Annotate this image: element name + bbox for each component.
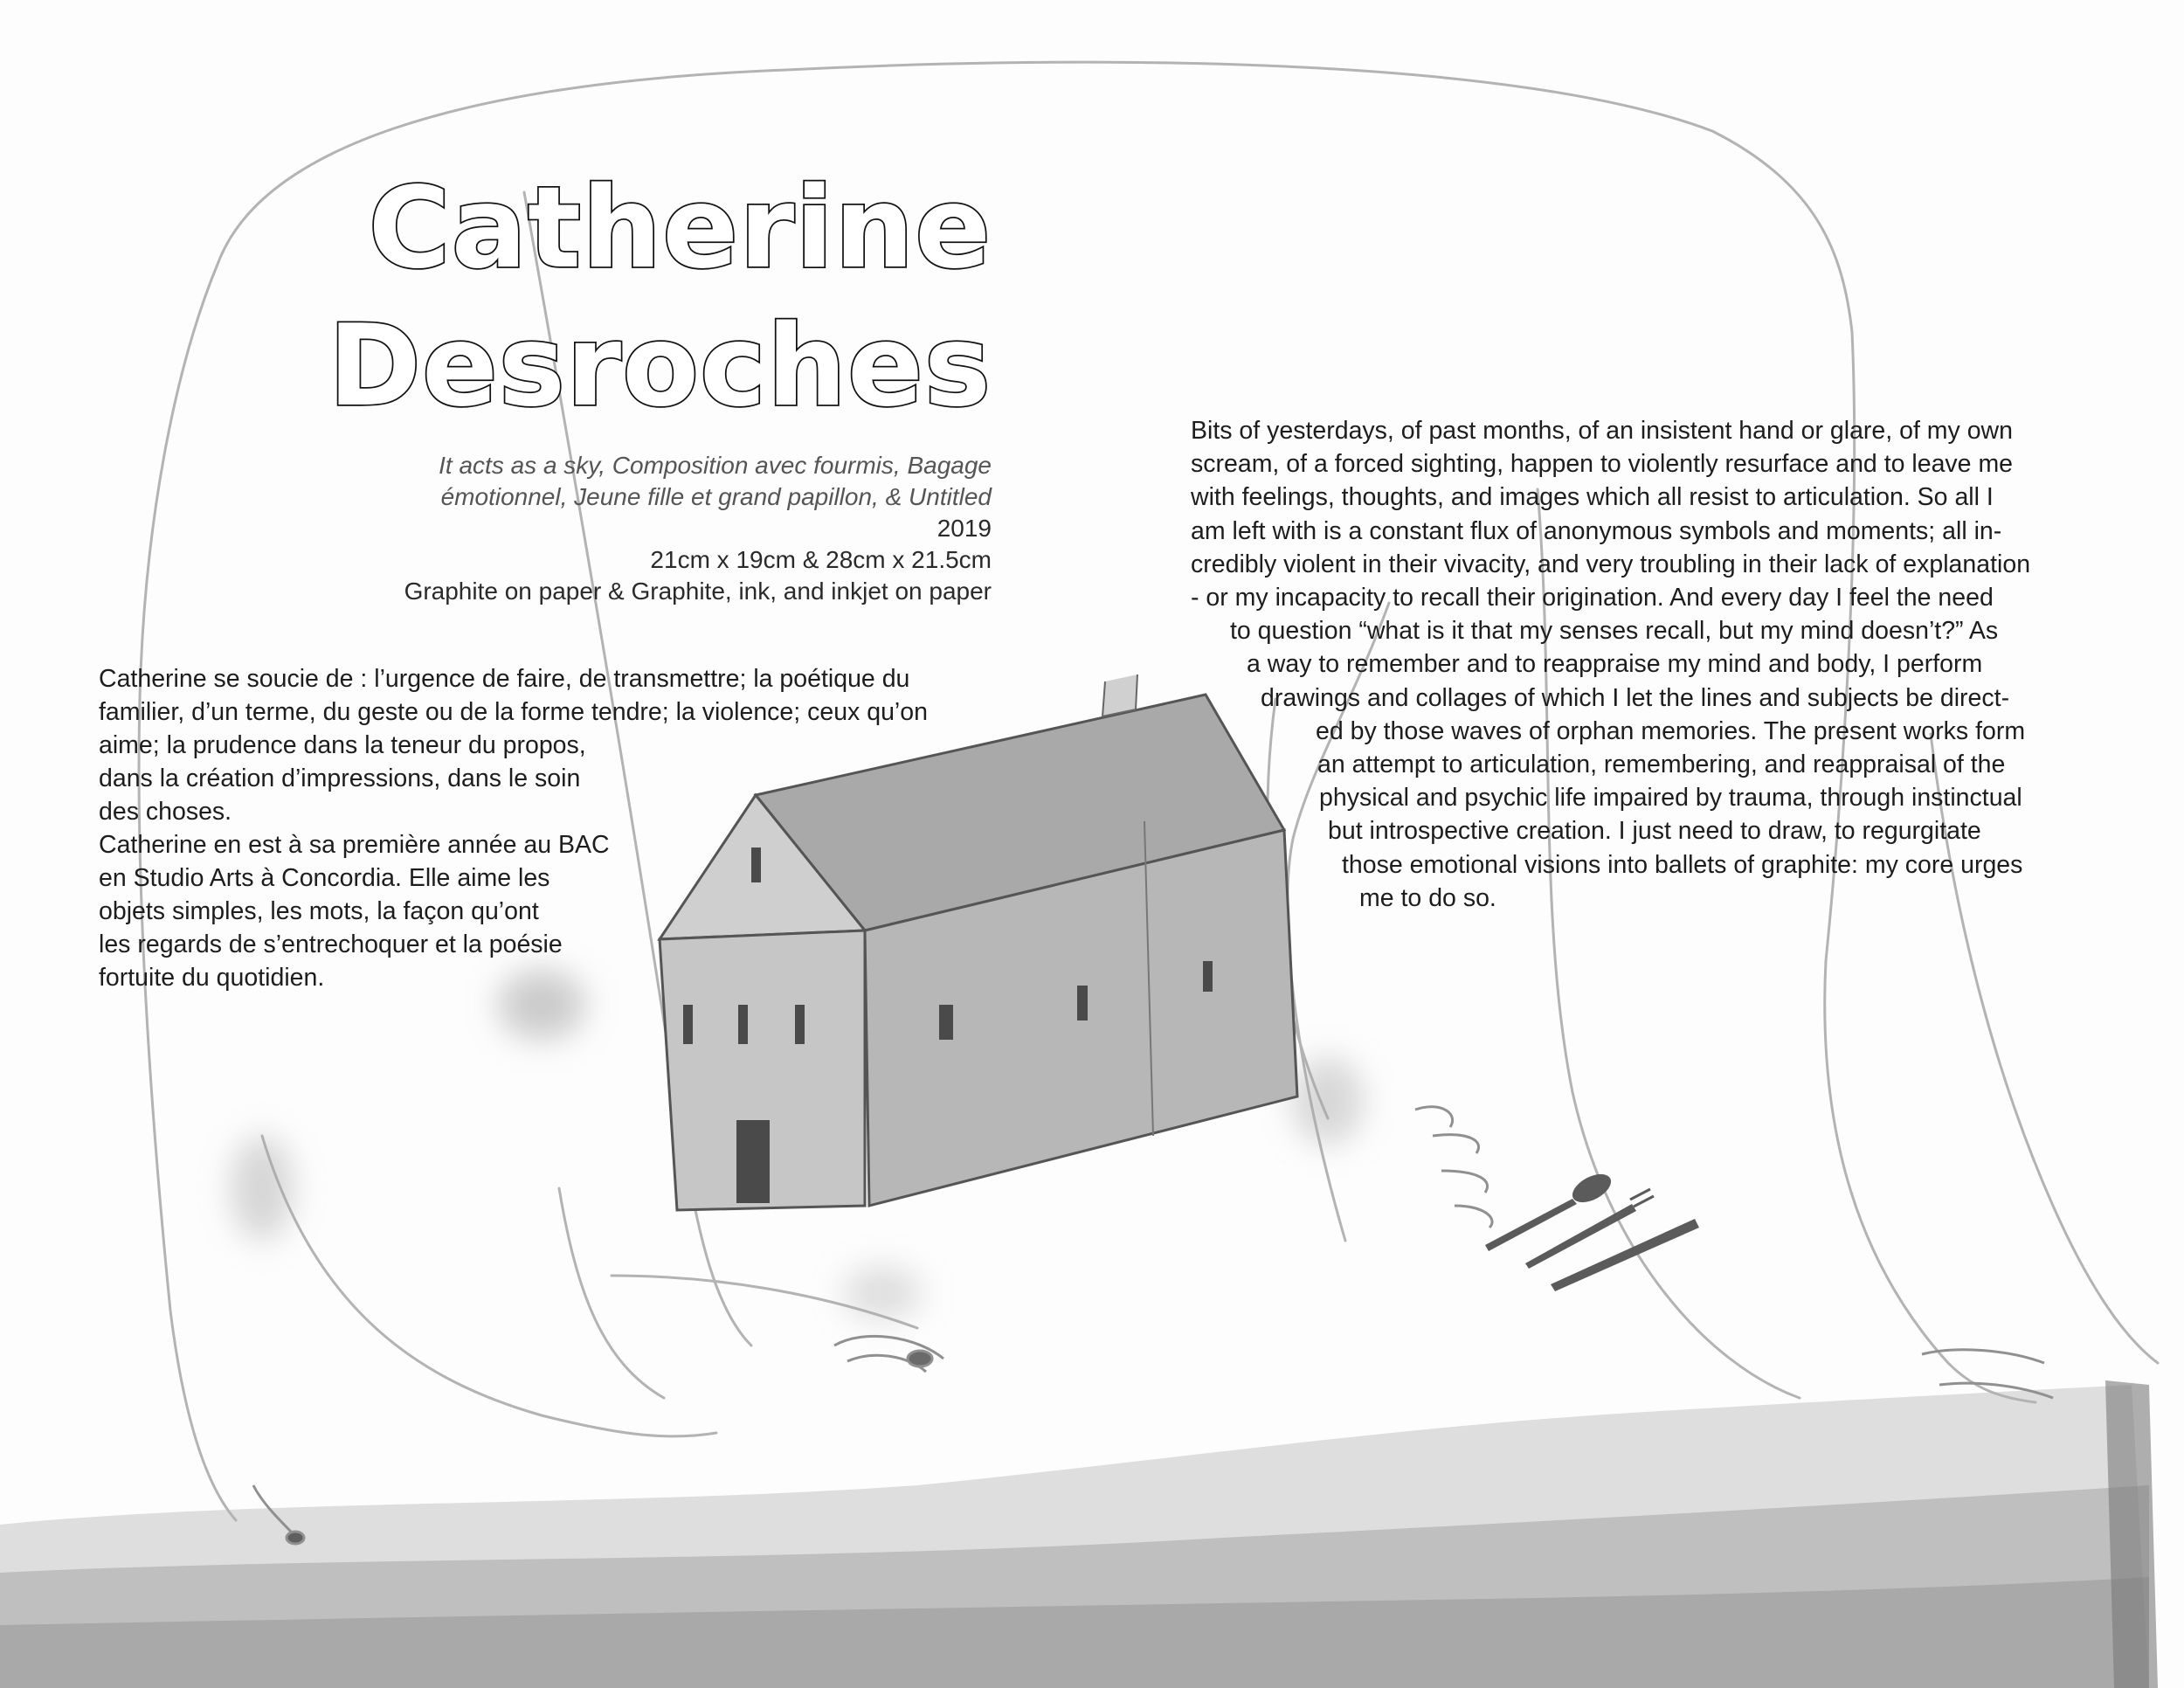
- bio-line: aime; la prudence dans la teneur du propos,: [99, 731, 586, 759]
- artist-last-name: Desroches: [328, 301, 992, 432]
- statement-line: those emotional visions into ballets of graphite: my core urges: [1342, 850, 2023, 879]
- bio-line: Catherine se soucie de : l’urgence de faire, de transmettre; la poétique du: [99, 665, 910, 693]
- ground-shading: [0, 1380, 2158, 1688]
- statement-line: a way to remember and to reappraise my mind and body, I perform: [1247, 650, 1983, 679]
- statement-line: - or my incapacity to recall their origination. And every day I feel the need: [1191, 584, 1994, 612]
- artist-statement: [0, 414, 2184, 915]
- statement-line: to question “what is it that my senses recall, but my mind doesn’t?” As: [1230, 617, 1999, 646]
- bio-line: des choses.: [99, 798, 232, 826]
- artwork-titles-line-2: émotionnel, Jeune fille et grand papillon, & Untitled: [440, 483, 992, 510]
- statement-line: with feelings, thoughts, and images which all resist to articulation. So all I: [1191, 483, 1994, 512]
- statement-line: me to do so.: [1359, 883, 1496, 912]
- bio-line: Catherine en est à sa première année au BAC: [99, 831, 610, 859]
- artwork-dimensions: 21cm x 19cm & 28cm x 21.5cm: [650, 546, 992, 573]
- statement-line: but introspective creation. I just need to draw, to regurgitate: [1328, 817, 1981, 846]
- artist-first-name: Catherine: [368, 163, 992, 294]
- bio-line: fortuite du quotidien.: [99, 964, 325, 992]
- statement-line: credibly violent in their vivacity, and very troubling in their lack of explanation: [1191, 550, 2031, 578]
- bio-line: dans la création d’impressions, dans le soin: [99, 764, 581, 792]
- bio-line: les regards de s’entrechoquer et la poésie: [99, 930, 563, 958]
- statement-line: am left with is a constant flux of anonymous symbols and moments; all in-: [1191, 516, 2002, 545]
- bio-line: objets simples, les mots, la façon qu’ont: [99, 897, 539, 925]
- statement-line: an attempt to articulation, remembering, and reappraisal of the: [1317, 751, 2006, 779]
- statement-line: physical and psychic life impaired by trauma, through instinctual: [1319, 784, 2022, 813]
- bio-line: en Studio Arts à Concordia. Elle aime les: [99, 864, 550, 892]
- statement-line: drawings and collages of which I let the lines and subjects be direct-: [1261, 683, 2010, 712]
- statement-line: Bits of yesterdays, of past months, of an insistent hand or glare, of my own: [1191, 417, 2013, 445]
- artwork-titles-line-1: It acts as a sky, Composition avec fourmis, Bagage: [439, 452, 992, 479]
- statement-line: scream, of a forced sighting, happen to violently resurface and to leave me: [1191, 450, 2014, 479]
- artwork-year: 2019: [936, 515, 992, 542]
- cutlery-drawing: [1485, 1168, 1699, 1291]
- artwork-medium: Graphite on paper & Graphite, ink, and inkjet on paper: [404, 578, 992, 605]
- bio-line: familier, d’un terme, du geste ou de la forme tendre; la violence; ceux qu’on: [99, 698, 928, 726]
- statement-line: ed by those waves of orphan memories. The present works form: [1316, 716, 2026, 745]
